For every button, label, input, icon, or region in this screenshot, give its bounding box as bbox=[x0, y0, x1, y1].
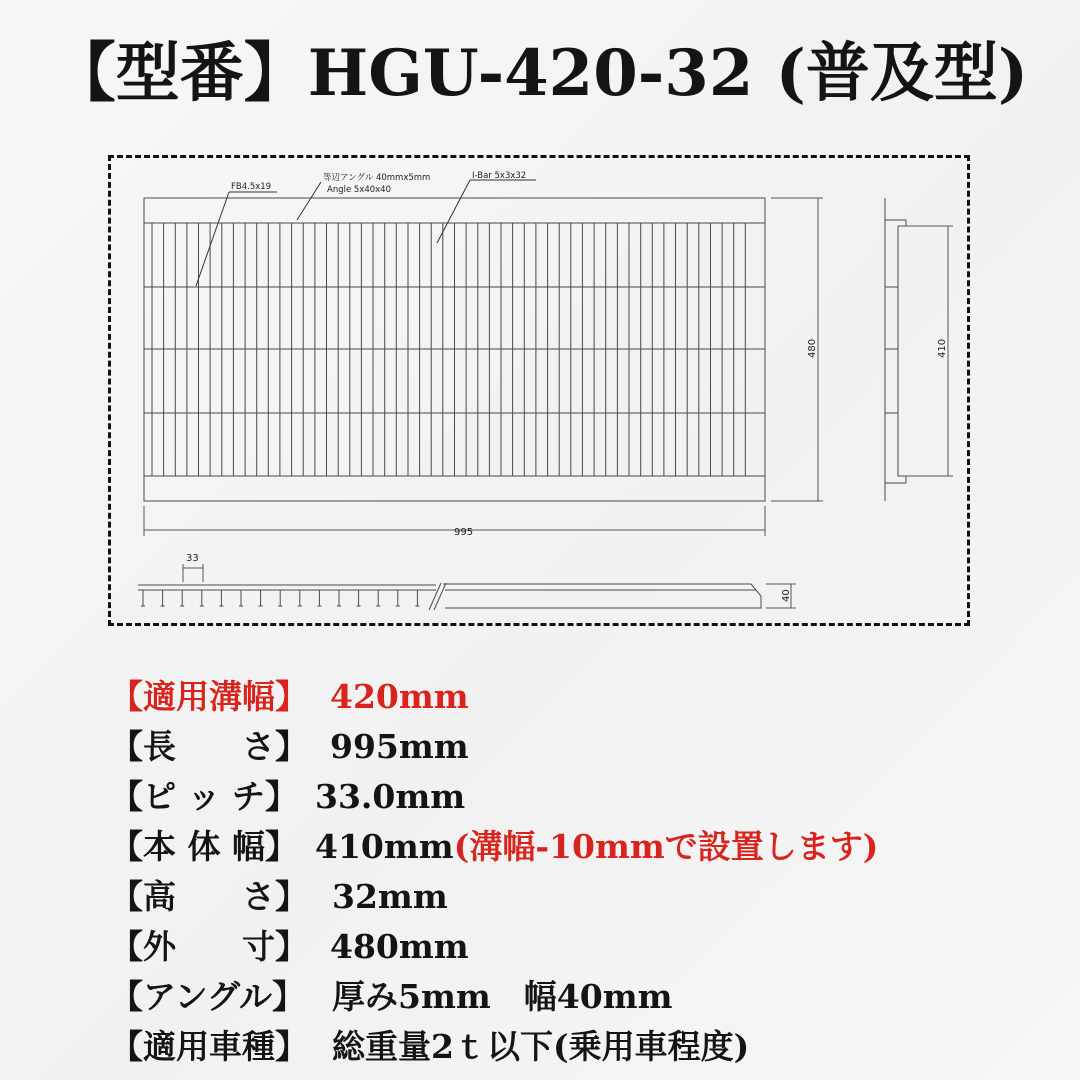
callout-ibar-leader bbox=[437, 180, 470, 243]
spec-value bbox=[315, 822, 878, 872]
dim-pitch-label: 33 bbox=[186, 553, 199, 564]
spec-label: 【長 さ】 bbox=[110, 727, 308, 766]
spec-value bbox=[330, 922, 469, 972]
grating-top-view bbox=[144, 198, 765, 501]
spec-list bbox=[110, 672, 1070, 1072]
spec-label: 【適用溝幅】 bbox=[110, 677, 308, 716]
spec-value-text: 480mm bbox=[330, 927, 469, 966]
spec-value-note: (溝幅-10mmで設置します) bbox=[453, 827, 879, 866]
page-title: 【型番】HGU-420-32 (普及型) bbox=[51, 36, 1029, 111]
spec-value bbox=[332, 872, 448, 922]
callout-fb-label: FB4.5x19 bbox=[231, 182, 272, 192]
spec-row bbox=[110, 722, 1070, 772]
callout-angle-leader bbox=[297, 182, 321, 220]
spec-value bbox=[332, 972, 673, 1022]
section-right-profile bbox=[443, 584, 761, 608]
spec-value-text: 410mm bbox=[315, 827, 454, 866]
dim-body-width-label: 410 bbox=[937, 338, 948, 358]
technical-drawing-frame bbox=[108, 155, 970, 626]
spec-value-text: 33.0mm bbox=[315, 777, 466, 816]
section-break-mark-2 bbox=[434, 583, 446, 610]
spec-value-text: 995mm bbox=[330, 727, 469, 766]
dim-length-label: 995 bbox=[454, 527, 474, 538]
spec-label: 【外 寸】 bbox=[110, 927, 308, 966]
callout-fb-leader bbox=[196, 192, 229, 286]
callout-ibar-label: I-Bar 5x3x32 bbox=[472, 171, 527, 181]
spec-row bbox=[110, 972, 1070, 1022]
spec-label: 【高 さ】 bbox=[110, 877, 308, 916]
spec-value-text: 総重量2ｔ以下(乗用車程度) bbox=[332, 1027, 750, 1066]
spec-row bbox=[110, 772, 1070, 822]
spec-row bbox=[110, 1022, 1070, 1072]
spec-label: 【ピ ッ チ】 bbox=[110, 777, 298, 816]
spec-label: 【本 体 幅】 bbox=[110, 827, 298, 866]
spec-value bbox=[315, 772, 465, 822]
callout-angle-label-en: Angle 5x40x40 bbox=[327, 185, 391, 195]
dim-height-label: 40 bbox=[781, 589, 792, 602]
spec-row bbox=[110, 922, 1070, 972]
spec-value bbox=[330, 722, 469, 772]
spec-value-text: 厚み5mm 幅40mm bbox=[332, 977, 673, 1016]
spec-row bbox=[110, 822, 1070, 872]
spec-row bbox=[110, 872, 1070, 922]
spec-label: 【適用車種】 bbox=[110, 1027, 308, 1066]
callout-angle-label-jp: 等辺アングル 40mmx5mm bbox=[323, 173, 431, 183]
grating-side-view bbox=[885, 198, 906, 501]
section-break-mark-1 bbox=[429, 583, 441, 610]
spec-value bbox=[330, 672, 469, 722]
grating-section-view bbox=[138, 583, 761, 610]
spec-value-text: 32mm bbox=[332, 877, 448, 916]
spec-row bbox=[110, 672, 1070, 722]
grating-technical-drawing bbox=[111, 158, 967, 623]
dim-width-label: 480 bbox=[807, 338, 818, 358]
spec-value-text: 420mm bbox=[330, 677, 469, 716]
spec-label: 【アングル】 bbox=[110, 977, 306, 1016]
spec-value bbox=[332, 1022, 749, 1072]
